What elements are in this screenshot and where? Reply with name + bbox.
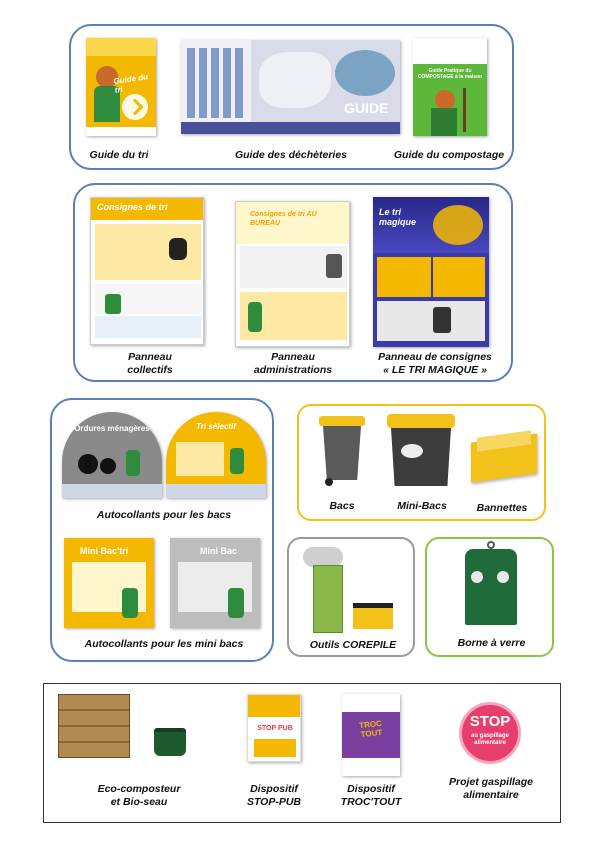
guides-panel (69, 24, 514, 170)
caption-guide-tri: Guide du tri (89, 149, 149, 161)
autocollants-panel (50, 398, 274, 662)
borne-panel (425, 537, 554, 657)
caption-mini-bacs: Mini-Bacs (397, 500, 447, 512)
sticker-mini-bac-tri[interactable] (64, 538, 154, 628)
caption-guide-decheteries: Guide des déchèteries (234, 149, 348, 161)
caption-bacs: Bacs (329, 500, 355, 512)
caption-panneau-administrations: Panneau administrations (253, 351, 333, 376)
caption-guide-compostage: Guide du compostage (393, 149, 505, 161)
sticker3-title: Mini Bac'tri (80, 546, 129, 556)
caption-troc-tout: Dispositif TROC'TOUT (340, 783, 402, 808)
sticker-tri-selectif[interactable] (166, 412, 266, 498)
bio-seau-image[interactable] (154, 728, 186, 756)
caption-borne-verre: Borne à verre (457, 637, 526, 649)
sticker2-title: Tri sélectif (196, 422, 236, 431)
guide-tri-title: Guide du tri (112, 72, 149, 95)
stop-pub-label: STOP PUB (257, 725, 293, 732)
mini-bac-image[interactable] (387, 414, 455, 488)
stop-badge-label: STOP (469, 713, 511, 730)
troc-tout-flyer[interactable] (342, 694, 400, 776)
caption-bannettes: Bannettes (476, 502, 528, 514)
caption-panneau-tri-magique: Panneau de consignes « LE TRI MAGIQUE » (378, 351, 492, 376)
panneau-tri-magique-thumbnail[interactable] (373, 197, 489, 347)
stop-badge-sub-1: au gaspillage (470, 733, 509, 739)
panneau-administrations-thumbnail[interactable] (235, 201, 350, 347)
sticker4-title: Mini Bac (200, 546, 238, 556)
caption-panneau-collectifs: Panneau collectifs (127, 351, 173, 376)
corepile-tube-image[interactable] (303, 547, 343, 567)
bacs-panel (297, 404, 546, 521)
panneaux-panel (73, 183, 513, 382)
composteur-image[interactable] (58, 694, 130, 758)
stop-gaspillage-badge[interactable] (459, 702, 521, 764)
poster-collectifs-title: Consignes de tri (97, 202, 168, 212)
borne-verre-image[interactable] (465, 549, 517, 625)
corepile-box-image[interactable] (313, 565, 343, 633)
caption-gaspillage: Projet gaspillage alimentaire (448, 776, 534, 801)
sticker1-title: Ordures ménagères (74, 424, 150, 433)
caption-eco-composteur: Eco-composteur et Bio-seau (97, 783, 181, 808)
guide-tri-thumbnail[interactable] (86, 38, 156, 136)
guide-decheteries-title: GUIDE (344, 100, 389, 116)
bannette-image[interactable] (471, 428, 537, 482)
sticker-ordures-menageres[interactable] (62, 412, 162, 498)
caption-autocollants-bacs: Autocollants pour les bacs (96, 509, 232, 521)
panneau-collectifs-thumbnail[interactable] (90, 197, 204, 345)
troc-tout-label: TROC TOUT (358, 718, 383, 740)
guide-compostage-thumbnail[interactable] (413, 38, 487, 136)
sticker-mini-bac[interactable] (170, 538, 260, 628)
guide-decheteries-thumbnail[interactable] (181, 40, 400, 134)
bac-image[interactable] (319, 416, 365, 486)
corepile-panel (287, 537, 415, 657)
stop-badge-sub-2: alimentaire (474, 740, 506, 746)
corepile-bin-image[interactable] (353, 603, 393, 629)
projets-panel (43, 683, 561, 823)
guide-compostage-title: Guide Pratique du COMPOSTAGE à la maison (417, 68, 483, 80)
stop-pub-flyer[interactable] (247, 694, 301, 762)
caption-corepile: Outils COREPILE (309, 639, 397, 651)
poster-bureau-title: Consignes de tri AU BUREAU (250, 211, 317, 227)
caption-autocollants-mini-bacs: Autocollants pour les mini bacs (84, 638, 244, 650)
caption-stop-pub: Dispositif STOP-PUB (246, 783, 302, 808)
poster-magique-title: Le tri magique (379, 207, 417, 227)
